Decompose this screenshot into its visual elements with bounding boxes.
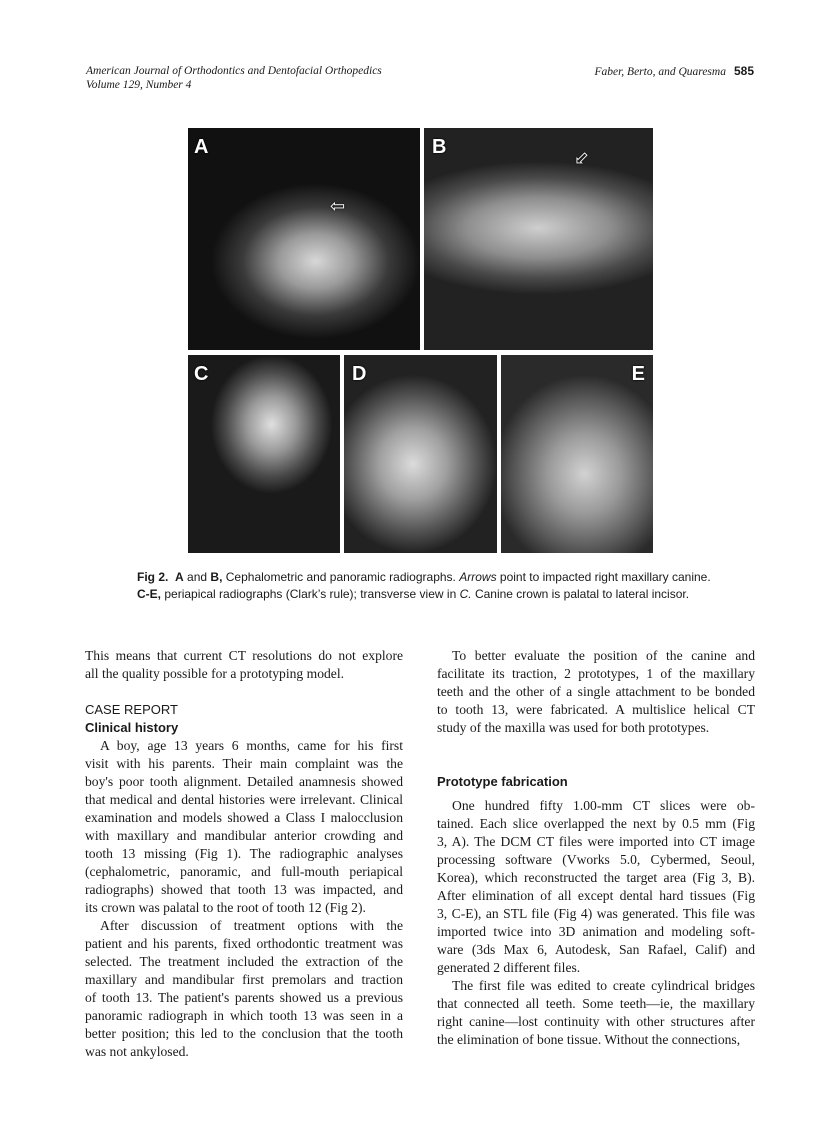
text-line: with maxillary and mandibular anterior crowding and <box>85 828 403 843</box>
caption-ref: A <box>175 570 184 584</box>
text-line: After discussion of treatment options with the <box>100 918 403 933</box>
text-line: maxillary and mandibular first premolars and traction <box>85 972 403 987</box>
text-line: (cephalometric, panoramic, and full-mouth periapical <box>85 864 403 879</box>
text-line: One hundred fifty 1.00-mm CT slices were ob- <box>452 798 755 813</box>
caption-text: and <box>187 570 208 584</box>
paragraph <box>437 797 755 977</box>
caption-ref: B, <box>210 570 223 584</box>
figure-panel-a <box>188 128 420 350</box>
running-header-authors <box>594 64 754 79</box>
text-line: tained. Each slice overlapped the next by 0.5 mm (Fig <box>437 816 755 831</box>
section-heading: CASE REPORT <box>85 702 178 717</box>
text-line: ware (3ds Max 6, Autodesk, San Rafael, Calif) and <box>437 942 755 957</box>
running-header-journal <box>86 64 382 92</box>
text-line: the elimination of bone tissue. Without the connections, <box>437 1032 741 1047</box>
panel-label: C <box>194 363 209 385</box>
text-line: study of the maxilla was used for both prototypes. <box>437 720 710 735</box>
text-line: tooth 13 missing (Fig 1). The radiographic analyses <box>85 846 403 861</box>
arrow-icon: ⇦ <box>568 145 594 171</box>
figure-panel-d <box>344 355 497 553</box>
caption-label: Fig 2. <box>137 570 169 584</box>
text-line: that connected all teeth. Some teeth—ie, the maxillary <box>437 996 755 1011</box>
authors: Faber, Berto, and Quaresma <box>594 66 726 78</box>
text-line: generated 2 different files. <box>437 960 581 975</box>
caption-text: point to impacted right maxillary canine. <box>499 570 711 584</box>
figure-panel-b <box>424 128 653 350</box>
text-line: After elimination of all except dental hard tissues (Fig <box>437 888 755 903</box>
text-line: teeth and the other of a single attachment to be bonded <box>437 684 755 699</box>
figure-panel-c <box>188 355 340 553</box>
text-line: boy's poor tooth alignment. Detailed anamnesis showed <box>85 774 403 789</box>
panel-label: D <box>352 363 367 385</box>
text-line: processing software (Vworks 5.0, Cybermed, Seoul, <box>437 852 755 867</box>
paragraph <box>437 647 755 737</box>
text-line: all the quality possible for a prototyping model. <box>85 666 344 681</box>
journal-title: American Journal of Orthodontics and Dentofacial Orthopedics <box>86 65 382 77</box>
caption-text: Arrows <box>459 570 497 584</box>
caption-text: Canine crown is palatal to lateral incisor. <box>474 587 690 601</box>
text-line: panoramic radiograph in which tooth 13 was seen in a <box>85 1008 403 1023</box>
text-line: right canine—lost continuity with other structures after <box>437 1014 755 1029</box>
text-line: Korea), which reconstructed the target area (Fig 3, B). <box>437 870 755 885</box>
text-line: imported twice into 3D animation and modeling soft- <box>437 924 755 939</box>
text-line: This means that current CT resolutions do not explore <box>85 648 403 663</box>
text-line: The first file was edited to create cylindrical bridges <box>452 978 755 993</box>
caption-ref: C-E, <box>137 587 161 601</box>
text-line: visit with his parents. Their main complaint was the <box>85 756 403 771</box>
caption-text: periapical radiographs (Clark’s rule); transverse view in <box>164 587 457 601</box>
text-line: better position; this led to the conclusion that the tooth <box>85 1026 403 1041</box>
caption-text: Cephalometric and panoramic radiographs. <box>225 570 456 584</box>
figure-caption <box>137 569 717 603</box>
text-line: examination and models showed a Class I malocclusion <box>85 810 403 825</box>
caption-ref: C. <box>459 587 472 601</box>
panel-label: B <box>432 136 447 158</box>
text-line: its crown was palatal to the root of tooth 12 (Fig 2). <box>85 900 366 915</box>
panel-label: E <box>631 363 645 385</box>
text-line: of tooth 13. The patient's parents showed us a previous <box>85 990 403 1005</box>
subsection-heading: Prototype fabrication <box>437 774 568 789</box>
paragraph <box>85 647 403 683</box>
journal-volume: Volume 129, Number 4 <box>86 79 192 91</box>
subsection-heading: Clinical history <box>85 720 179 735</box>
text-line: A boy, age 13 years 6 months, came for his first <box>100 738 403 753</box>
paragraph <box>85 917 403 1061</box>
right-column <box>437 647 755 1049</box>
text-line: 3, A). The DCM CT files were imported into CT image <box>437 834 755 849</box>
text-line: to tooth 13, were fabricated. A multislice helical CT <box>437 702 755 717</box>
text-line: selected. The treatment included the extraction of the <box>85 954 403 969</box>
page-number: 585 <box>733 64 754 78</box>
panel-label: A <box>194 136 209 158</box>
text-line: patient and his parents, fixed orthodontic treatment was <box>85 936 403 951</box>
left-column <box>85 647 403 1061</box>
arrow-icon: ⇦ <box>330 196 346 216</box>
text-line: that medical and dental histories were irrelevant. Clinical <box>85 792 403 807</box>
paragraph <box>85 737 403 917</box>
text-line: was not ankylosed. <box>85 1044 189 1059</box>
paragraph <box>437 977 755 1049</box>
text-line: To better evaluate the position of the canine and <box>452 648 755 663</box>
text-line: 3, C-E), an STL file (Fig 4) was generated. This file was <box>437 906 755 921</box>
text-line: radiographs) showed that tooth 13 was impacted, and <box>85 882 403 897</box>
figure-panel-e <box>501 355 653 553</box>
text-line: facilitate its traction, 2 prototypes, 1 of the maxillary <box>437 666 755 681</box>
